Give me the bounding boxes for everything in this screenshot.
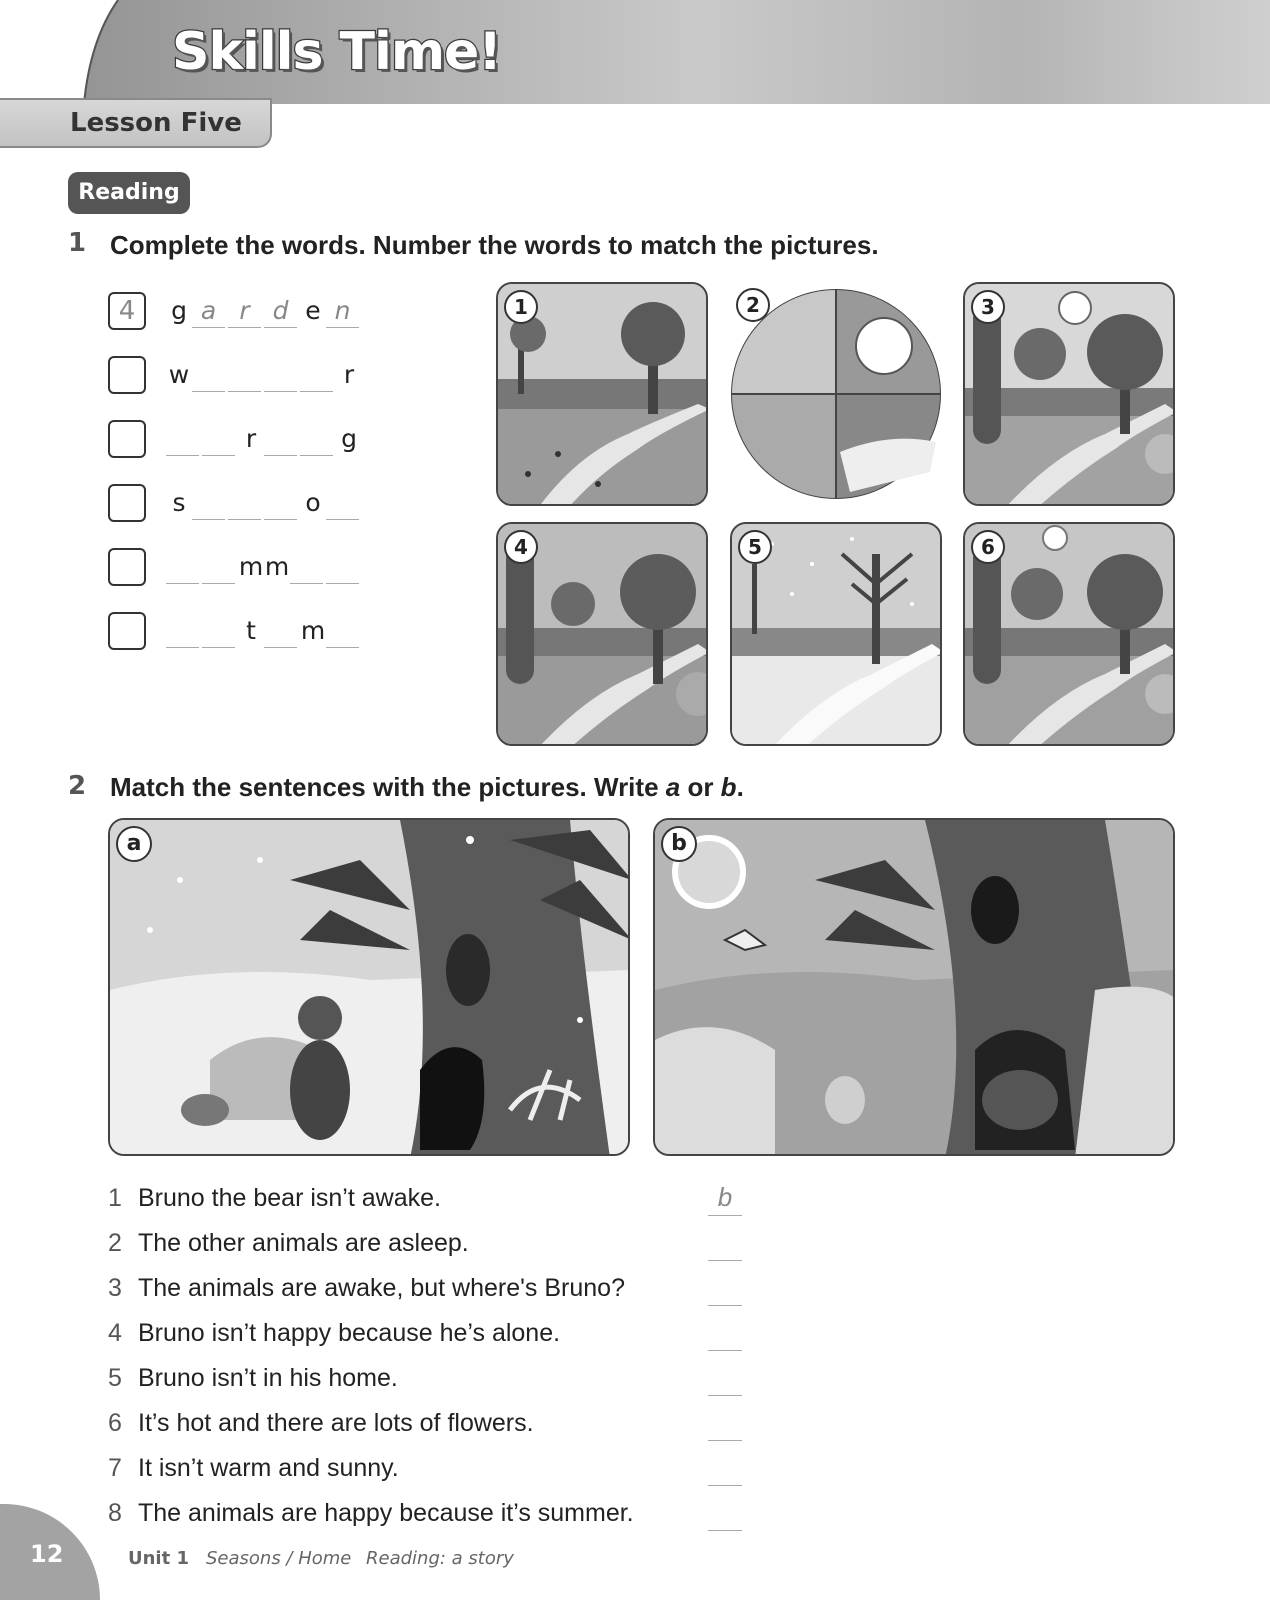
letter-blank[interactable] xyxy=(300,360,333,392)
given-letter: t xyxy=(246,616,256,645)
answer-blank[interactable] xyxy=(708,1497,742,1531)
given-letter: e xyxy=(305,296,321,325)
given-letter: m xyxy=(300,616,326,645)
letter-slots xyxy=(166,296,362,328)
picture-label: a xyxy=(116,826,152,862)
letter-blank[interactable] xyxy=(326,488,359,520)
number-answer-box[interactable] xyxy=(108,484,146,522)
sentence-row xyxy=(108,1454,748,1490)
sentence-text: Bruno the bear isn’t awake. xyxy=(138,1184,441,1212)
sentence-number: 4 xyxy=(108,1319,122,1347)
letter-blank[interactable]: n xyxy=(326,296,359,328)
season-picture-6[interactable] xyxy=(963,522,1175,746)
letter-slots xyxy=(166,552,362,584)
number-answer-box[interactable] xyxy=(108,356,146,394)
letter-blank[interactable] xyxy=(228,488,261,520)
page-number-tab xyxy=(0,1504,100,1600)
story-picture-a[interactable] xyxy=(108,818,630,1156)
picture-number: 2 xyxy=(736,288,770,322)
answer-blank[interactable] xyxy=(708,1227,742,1261)
answer-blank[interactable]: b xyxy=(708,1182,742,1216)
sentence-row xyxy=(108,1364,748,1400)
letter-blank[interactable] xyxy=(326,552,359,584)
letter-blank[interactable] xyxy=(166,616,199,648)
letter-blank[interactable] xyxy=(166,424,199,456)
sentence-row xyxy=(108,1319,748,1355)
answer-blank[interactable] xyxy=(708,1452,742,1486)
sentence-number: 1 xyxy=(108,1184,122,1212)
sentence-row xyxy=(108,1499,748,1535)
story-picture-b[interactable] xyxy=(653,818,1175,1156)
given-letter: w xyxy=(168,360,190,389)
sentence-number: 2 xyxy=(108,1229,122,1257)
sentence-row xyxy=(108,1274,748,1310)
exercise-1-number: 1 xyxy=(68,228,87,258)
number-answer-box[interactable] xyxy=(108,548,146,586)
letter-blank[interactable] xyxy=(264,488,297,520)
letter-blank[interactable] xyxy=(202,552,235,584)
instruction-option-a: a xyxy=(665,772,681,802)
footer-skill: Reading: a story xyxy=(366,1548,514,1569)
letter-blank[interactable] xyxy=(264,360,297,392)
season-picture-4[interactable] xyxy=(496,522,708,746)
sentence-text: Bruno isn’t in his home. xyxy=(138,1364,398,1392)
picture-number: 5 xyxy=(738,530,772,564)
picture-number: 3 xyxy=(971,290,1005,324)
letter-blank[interactable] xyxy=(300,424,333,456)
letter-blank[interactable] xyxy=(290,552,323,584)
season-picture-1[interactable] xyxy=(496,282,708,506)
word-row xyxy=(108,612,438,652)
sentence-number: 3 xyxy=(108,1274,122,1302)
word-row xyxy=(108,548,438,588)
letter-blank[interactable] xyxy=(202,616,235,648)
word-row xyxy=(108,356,438,396)
number-answer-box[interactable] xyxy=(108,612,146,650)
letter-slots xyxy=(166,488,362,520)
letter-slots xyxy=(166,360,362,392)
number-answer-box[interactable]: 4 xyxy=(108,292,146,330)
letter-blank[interactable]: a xyxy=(192,296,225,328)
season-picture-5[interactable] xyxy=(730,522,942,746)
sentence-number: 7 xyxy=(108,1454,122,1482)
letter-blank[interactable] xyxy=(202,424,235,456)
section-label: Reading xyxy=(68,172,190,214)
sentence-text: It isn’t warm and sunny. xyxy=(138,1454,399,1482)
sentence-number: 5 xyxy=(108,1364,122,1392)
instruction-text: Match the sentences with the pictures. Write xyxy=(110,772,666,802)
page-number: 12 xyxy=(30,1540,64,1568)
answer-blank[interactable] xyxy=(708,1317,742,1351)
letter-blank[interactable] xyxy=(326,616,359,648)
picture-number: 4 xyxy=(504,530,538,564)
sentence-row xyxy=(108,1409,748,1445)
answer-blank[interactable] xyxy=(708,1407,742,1441)
exercise-1-instruction: Complete the words. Number the words to match the pictures. xyxy=(110,230,879,260)
picture-number: 1 xyxy=(504,290,538,324)
given-letter: r xyxy=(245,424,257,453)
word-row xyxy=(108,292,438,332)
given-letter: m xyxy=(238,552,264,581)
word-row xyxy=(108,484,438,524)
given-letter: s xyxy=(172,488,186,517)
letter-slots xyxy=(166,424,362,456)
summer-bear-scene-image xyxy=(655,820,1175,1156)
exercise-2-instruction xyxy=(110,772,744,803)
sentence-text: The animals are happy because it’s summer. xyxy=(138,1499,634,1527)
letter-blank[interactable] xyxy=(192,488,225,520)
number-answer-box[interactable] xyxy=(108,420,146,458)
given-letter: g xyxy=(341,424,357,453)
sentence-text: Bruno isn’t happy because he’s alone. xyxy=(138,1319,561,1347)
footer-unit-label: Unit 1 xyxy=(128,1548,189,1569)
sentence-row xyxy=(108,1184,748,1220)
letter-blank[interactable]: r xyxy=(228,296,261,328)
letter-slots xyxy=(166,616,362,648)
instruction-option-b: b xyxy=(720,772,737,802)
letter-blank[interactable]: d xyxy=(264,296,297,328)
letter-blank[interactable] xyxy=(264,424,297,456)
given-letter: o xyxy=(305,488,321,517)
winter-bear-scene-image xyxy=(110,820,630,1156)
sentence-text: It’s hot and there are lots of flowers. xyxy=(138,1409,534,1437)
instruction-text: or xyxy=(680,772,721,802)
exercise-2-number: 2 xyxy=(68,771,87,801)
letter-blank[interactable] xyxy=(192,360,225,392)
letter-blank[interactable] xyxy=(264,616,297,648)
lesson-tab xyxy=(0,98,272,148)
sentence-number: 6 xyxy=(108,1409,122,1437)
given-letter: m xyxy=(264,552,290,581)
picture-number: 6 xyxy=(971,530,1005,564)
banner-curve xyxy=(0,0,120,104)
picture-label: b xyxy=(661,826,697,862)
given-letter: r xyxy=(343,360,355,389)
lesson-label: Lesson Five xyxy=(70,108,242,138)
answer-blank[interactable] xyxy=(708,1362,742,1396)
letter-blank[interactable] xyxy=(228,360,261,392)
letter-blank[interactable] xyxy=(166,552,199,584)
sentence-row xyxy=(108,1229,748,1265)
season-picture-3[interactable] xyxy=(963,282,1175,506)
sentence-number: 8 xyxy=(108,1499,122,1527)
instruction-text: . xyxy=(736,772,744,802)
word-row xyxy=(108,420,438,460)
answer-blank[interactable] xyxy=(708,1272,742,1306)
sentence-text: The other animals are asleep. xyxy=(138,1229,469,1257)
given-letter: g xyxy=(171,296,187,325)
footer-topic: Seasons / Home xyxy=(206,1548,352,1569)
page-title: Skills Time! xyxy=(172,22,502,82)
sentence-text: The animals are awake, but where's Bruno? xyxy=(138,1274,625,1302)
footer-unit xyxy=(128,1548,189,1569)
season-picture-2[interactable] xyxy=(730,282,942,506)
